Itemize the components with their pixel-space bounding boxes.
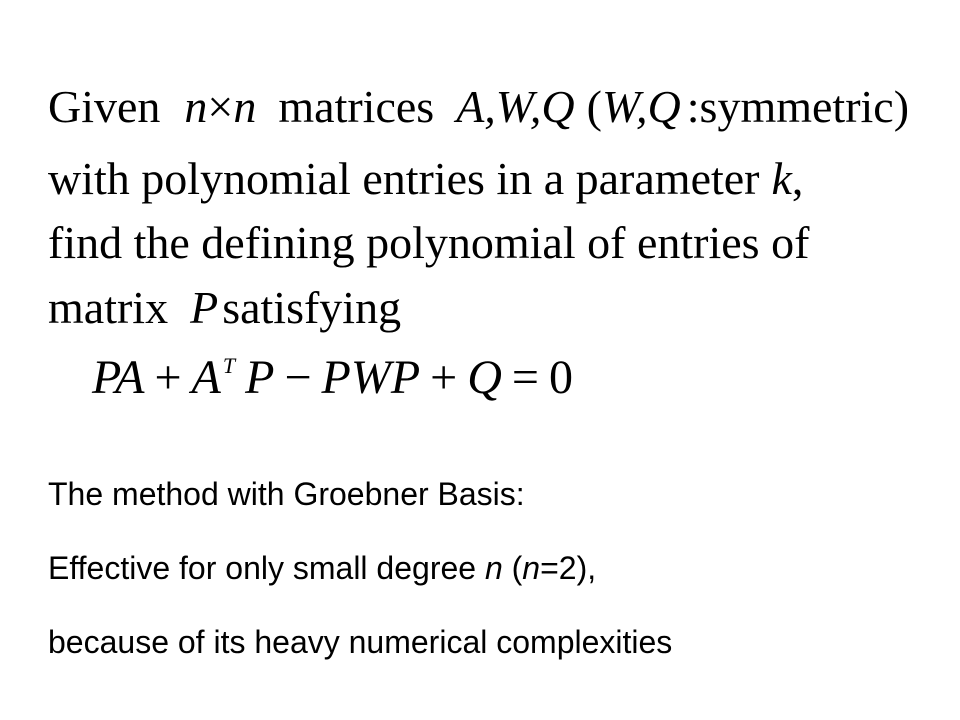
eq-term-p: P: [245, 351, 275, 404]
word-matrix: matrix: [48, 282, 169, 333]
method-paren-open: (: [502, 550, 523, 586]
line-2-comma: ,: [791, 153, 804, 204]
word-given: Given: [48, 81, 161, 132]
problem-line-1: [48, 81, 910, 132]
dim-n-second: n: [233, 81, 257, 132]
riccati-equation: [92, 351, 573, 404]
eq-term-q: Q: [467, 351, 502, 404]
eq-transpose-superscript: T: [222, 353, 236, 378]
eq-rhs-zero: 0: [548, 351, 573, 404]
eq-term-pwp: PWP: [321, 351, 421, 404]
word-matrices: matrices: [278, 81, 435, 132]
eq-plus-2: +: [430, 351, 458, 404]
line-3-text: find the defining polynomial of entries of: [48, 217, 810, 268]
times-symbol: ×: [207, 81, 234, 132]
method-heading: The method with Groebner Basis:: [48, 476, 525, 512]
eq-term-pa: PA: [92, 351, 145, 404]
word-satisfying: satisfying: [222, 282, 402, 333]
eq-equals: =: [511, 351, 539, 404]
symmetric-matrix-list: W,Q: [601, 81, 681, 132]
variable-p: P: [190, 282, 219, 333]
method-degree-n: n: [484, 550, 503, 586]
eq-term-a: A: [191, 351, 221, 404]
paren-open: (: [586, 81, 602, 132]
problem-line-3: [48, 217, 810, 268]
problem-line-2: [48, 153, 804, 204]
eq-plus-1: +: [154, 351, 182, 404]
parameter-k: k: [771, 153, 792, 204]
method-line-3: because of its heavy numerical complexities: [48, 624, 673, 660]
colon: :: [686, 81, 700, 132]
word-symmetric: symmetric: [699, 81, 894, 132]
line-2-text: with polynomial entries in a parameter: [48, 153, 760, 204]
eq-minus: −: [284, 351, 312, 404]
dim-n-first: n: [184, 81, 208, 132]
method-degree-n-inner: n: [522, 550, 541, 586]
method-paren-close: =2),: [540, 550, 597, 586]
problem-line-4: [48, 282, 402, 333]
matrix-list: A,W,Q: [456, 81, 575, 132]
method-line-2: [48, 552, 596, 584]
method-line-2-prefix: Effective for only small degree: [48, 550, 485, 586]
paren-close: ): [893, 81, 910, 132]
